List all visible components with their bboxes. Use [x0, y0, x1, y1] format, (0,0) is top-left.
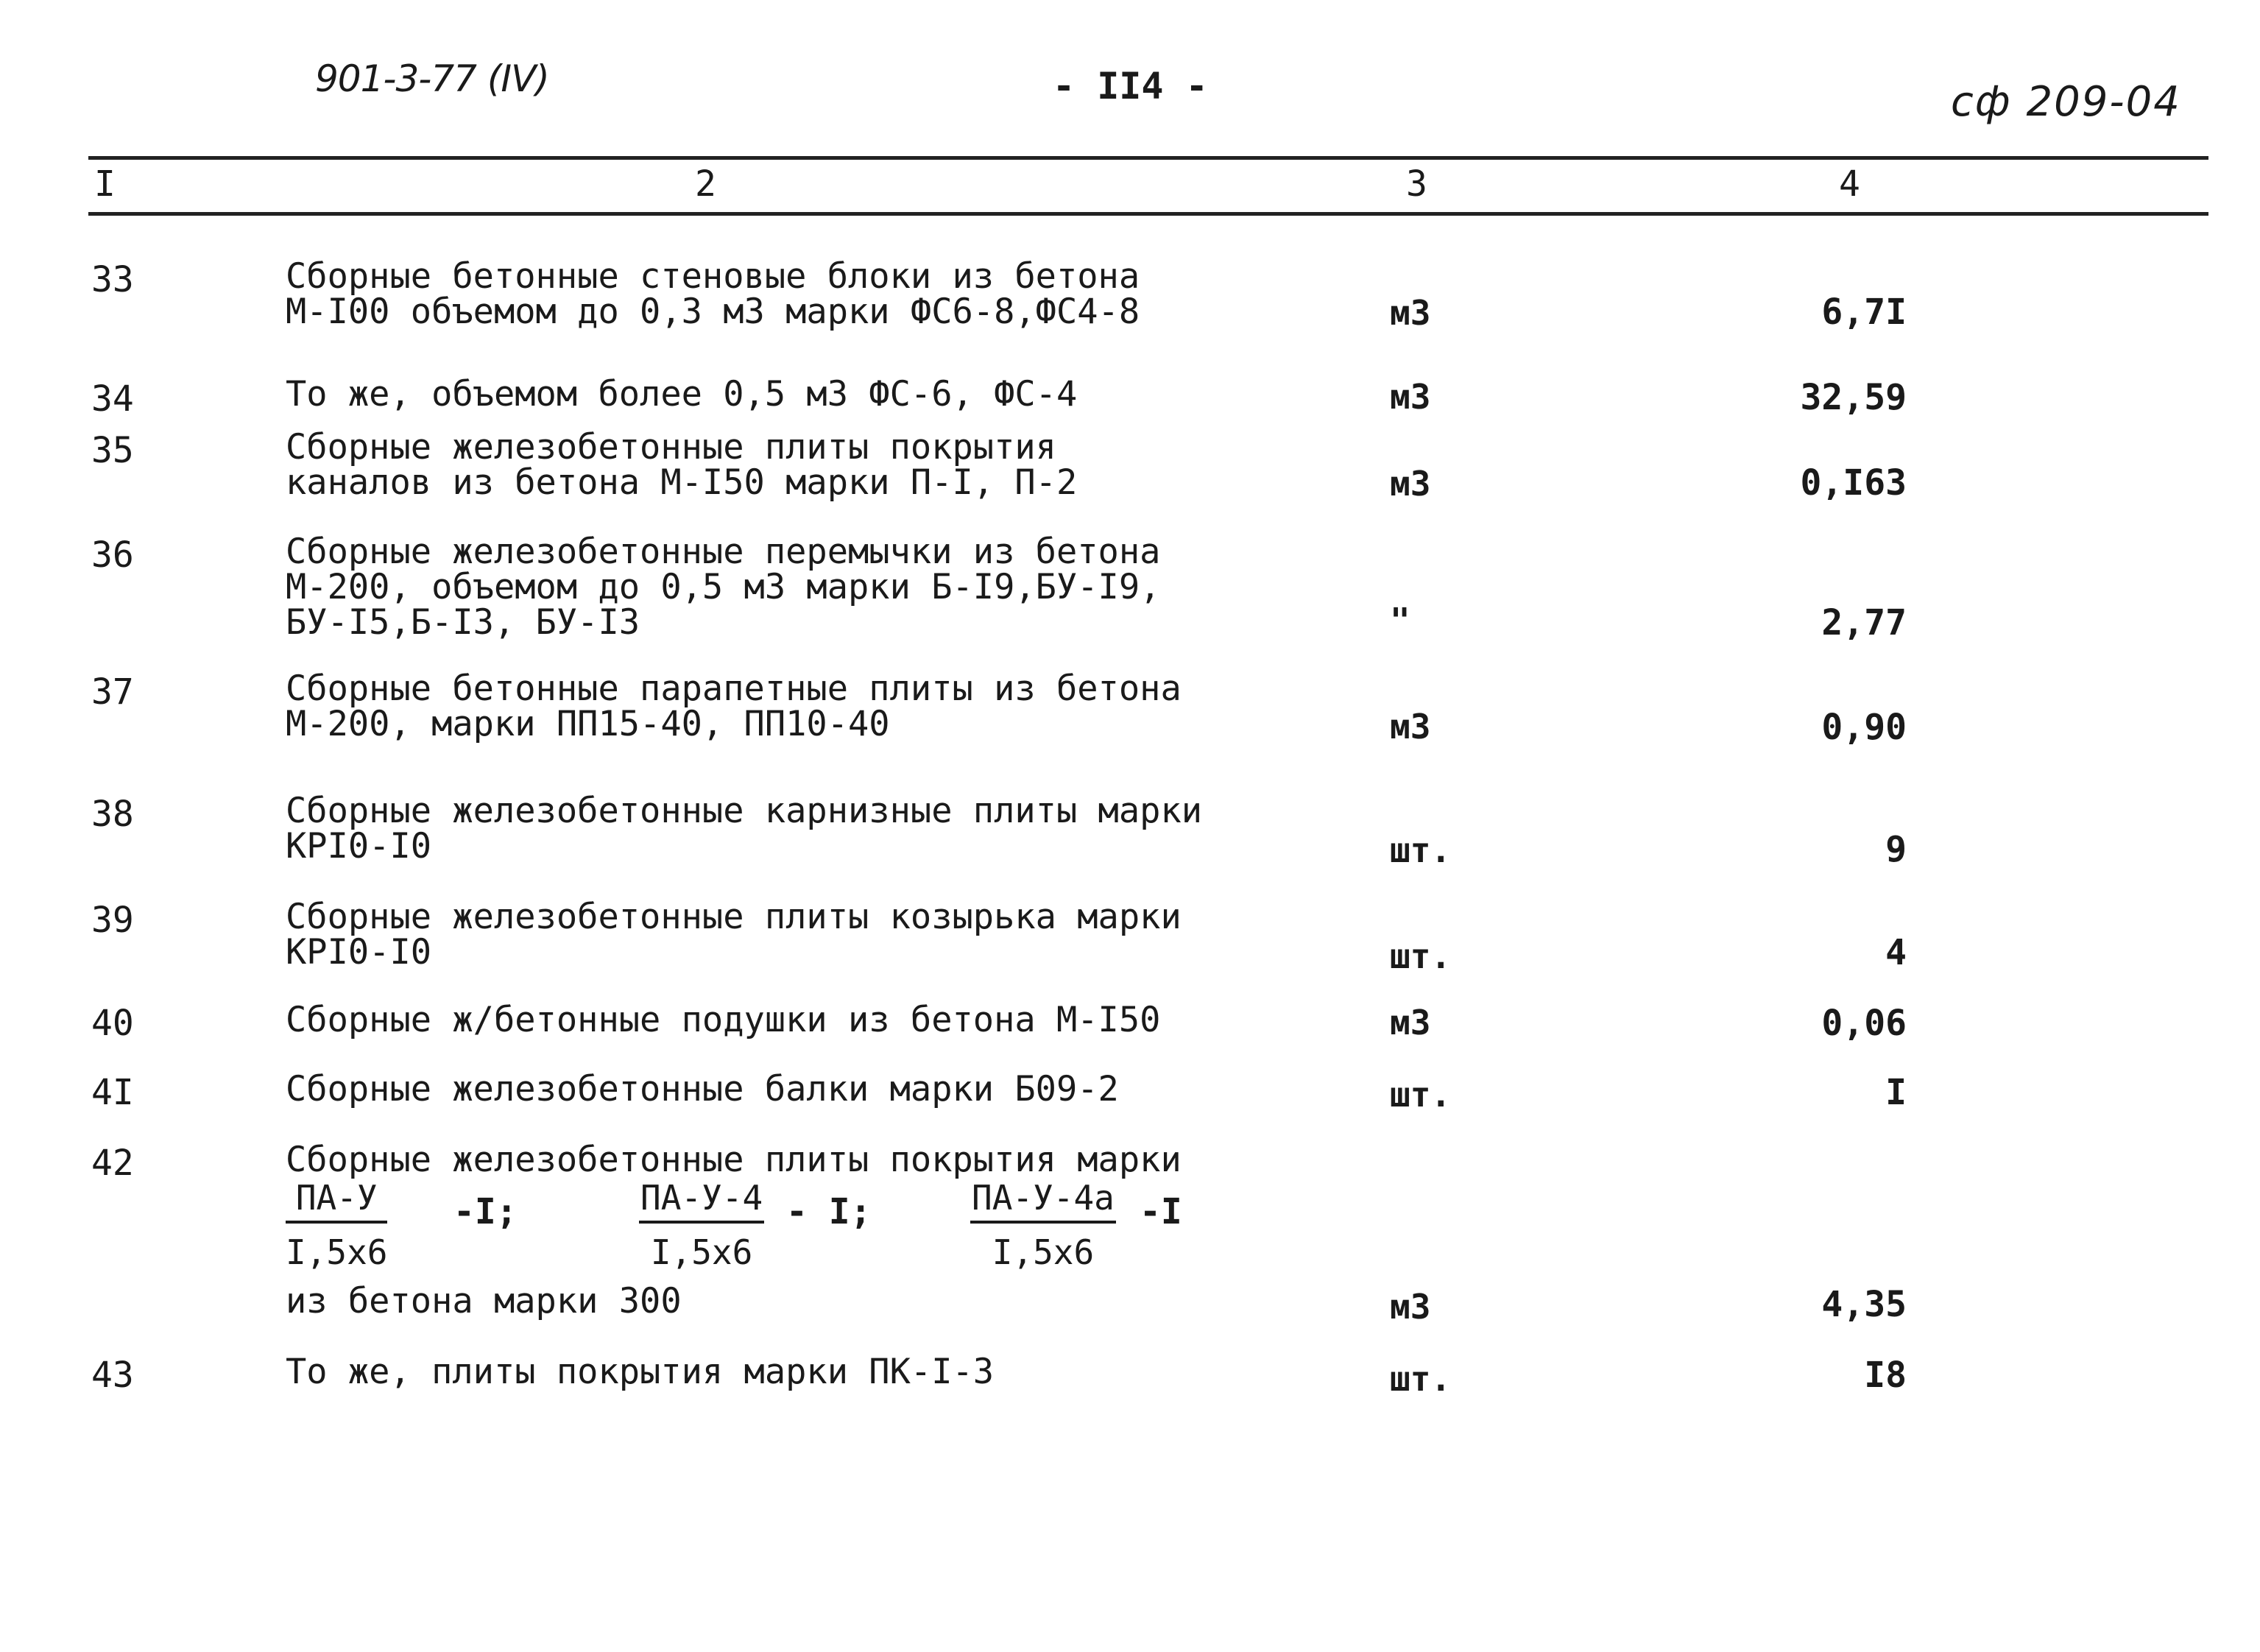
row-unit: м3: [1390, 464, 1431, 504]
fraction-numerator: ПА-У-4: [639, 1178, 764, 1224]
row-description: Сборные бетонные стеновые блоки из бетона М-I00 объемом до 0,3 м3 марки ФС6-8,ФС4-8: [286, 256, 1140, 332]
row-unit: м3: [1390, 377, 1431, 417]
row-quantity: 4: [1885, 932, 1907, 973]
row-description: Сборные железобетонные плиты покрытия марки: [286, 1140, 1182, 1180]
row-description-end: из бетона марки 300: [286, 1281, 682, 1321]
fraction-suffix: -I;: [453, 1191, 518, 1232]
row-unit: шт.: [1390, 1359, 1452, 1399]
fraction-suffix: - I;: [786, 1191, 872, 1232]
column-header-2: 2: [695, 163, 716, 205]
row-number: 4I: [91, 1072, 134, 1113]
row-number: 34: [91, 378, 134, 420]
column-header-3: 3: [1406, 163, 1427, 205]
row-unit: м3: [1390, 707, 1431, 746]
row-description: Сборные ж/бетонные подушки из бетона М-I50: [286, 1000, 1161, 1040]
row-description: То же, объемом более 0,5 м3 ФС-6, ФС-4: [286, 374, 1078, 414]
row-unit: м3: [1390, 293, 1431, 333]
fraction-marking: [639, 1178, 764, 1272]
row-quantity: 0,90: [1821, 707, 1907, 748]
row-description: Сборные железобетонные перемычки из бетона М-200, объемом до 0,5 м3 марки Б-I9,БУ-I9, БУ-I5,Б-I3, БУ-I3: [286, 532, 1161, 643]
document-code: 901-3-77 (IV): [315, 57, 549, 100]
row-number: 42: [91, 1143, 134, 1184]
row-description: Сборные железобетонные плиты покрытия каналов из бетона М-I50 марки П-I, П-2: [286, 427, 1078, 503]
row-quantity: I8: [1864, 1355, 1907, 1396]
row-description: Сборные железобетонные балки марки Б09-2: [286, 1069, 1119, 1109]
table-top-rule: [88, 156, 2208, 160]
row-quantity: 9: [1885, 829, 1907, 870]
row-number: 39: [91, 900, 134, 941]
fraction-numerator: ПА-У-4а: [970, 1178, 1116, 1224]
row-quantity: 4,35: [1821, 1284, 1907, 1325]
row-quantity: I: [1885, 1072, 1907, 1113]
row-number: 40: [91, 1003, 134, 1044]
row-description: Сборные железобетонные плиты козырька марки КРI0-I0: [286, 897, 1182, 973]
fraction-numerator: ПА-У: [286, 1178, 387, 1224]
sheet-code: сф 209-04: [1951, 78, 2181, 126]
fraction-denominator: I,5x6: [286, 1232, 388, 1272]
fraction-marking: [286, 1178, 387, 1272]
row-number: 36: [91, 534, 134, 576]
row-quantity: 2,77: [1821, 602, 1907, 643]
fraction-denominator: I,5x6: [650, 1232, 753, 1272]
column-header-1: I: [94, 163, 116, 205]
row-number: 33: [91, 259, 134, 300]
row-description: То же, плиты покрытия марки ПК-I-3: [286, 1352, 995, 1392]
row-quantity: 0,06: [1821, 1003, 1907, 1044]
page-number: - II4 -: [1053, 65, 1208, 107]
row-description: Сборные железобетонные карнизные плиты марки КРI0-I0: [286, 791, 1203, 866]
row-quantity: 32,59: [1800, 377, 1907, 418]
row-unit: шт.: [1390, 1075, 1452, 1115]
row-unit: шт.: [1390, 830, 1452, 870]
row-unit: шт.: [1390, 936, 1452, 976]
row-unit: ": [1390, 601, 1410, 640]
row-number: 43: [91, 1355, 134, 1396]
row-quantity: 6,7I: [1821, 292, 1907, 333]
table-header-rule: [88, 212, 2208, 216]
row-number: 37: [91, 671, 134, 713]
row-number: 35: [91, 430, 134, 471]
row-quantity: 0,I63: [1800, 462, 1907, 504]
row-unit: м3: [1390, 1287, 1431, 1327]
fraction-suffix: -I: [1140, 1191, 1182, 1232]
row-unit: м3: [1390, 1003, 1431, 1042]
column-header-4: 4: [1839, 163, 1860, 205]
row-number: 38: [91, 794, 134, 835]
row-description: Сборные бетонные парапетные плиты из бетона М-200, марки ПП15-40, ПП10-40: [286, 668, 1182, 744]
fraction-marking: [970, 1178, 1116, 1272]
fraction-denominator: I,5x6: [992, 1232, 1095, 1272]
